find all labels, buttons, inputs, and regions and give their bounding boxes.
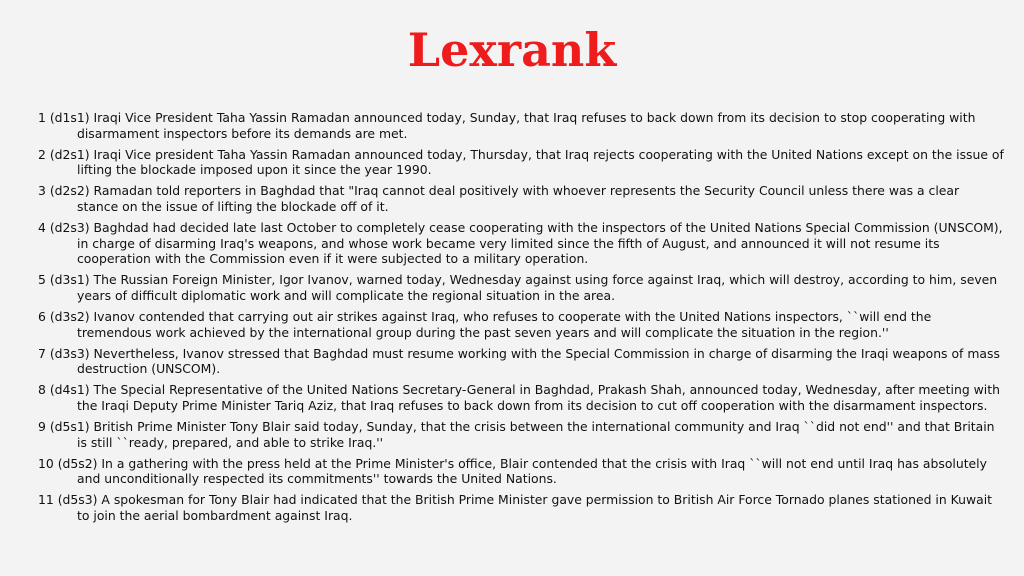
sentence-item: 1 (d1s1) Iraqi Vice President Taha Yassin Ramadan announced today, Sunday, that Iraq refuses to back down from its decision to stop cooperating with disarmament inspectors before its demands are met. (38, 110, 976, 141)
sentence-item: 2 (d2s1) Iraqi Vice president Taha Yassin Ramadan announced today, Thursday, that Iraq rejects cooperating with the United Nations except on the issue of lifting the blockade imposed upon it since the year 1990. (38, 146, 1004, 178)
sentence-item: 9 (d5s1) British Prime Minister Tony Blair said today, Sunday, that the crisis between the international community and Iraq ``did not end'' and that Britain is still ``ready, prepared, and able to strike Iraq.'' (38, 419, 995, 450)
sentence-item: 11 (d5s3) A spokesman for Tony Blair had indicated that the British Prime Minister gave permission to British Air Force Tornado planes stationed in Kuwait to join the aerial bombardment against Iraq. (38, 492, 993, 524)
sentence-item: 3 (d2s2) Ramadan told reporters in Baghdad that "Iraq cannot deal positively with whoever represents the Security Council unless there was a clear stance on the issue of lifting the blockade off of it. (38, 183, 960, 214)
page-title: Lexrank (407, 23, 617, 77)
sentence-item: 10 (d5s2) In a gathering with the press held at the Prime Minister's office, Blair contended that the crisis with Iraq ``will not end until Iraq has absolutely and unconditionally respected its commitments'' towards the United Nations. (38, 455, 987, 487)
sentence-item: 4 (d2s3) Baghdad had decided late last October to completely cease cooperating with the inspectors of the United Nations Special Commission (UNSCOM), in charge of disarming Iraq's weapons, and whose work became very limited since the fifth of August, and announced it will not resume its cooperation with the Commission even if it were subjected to a military operation. (38, 220, 1003, 267)
sentence-item: 6 (d3s2) Ivanov contended that carrying out air strikes against Iraq, who refuses to cooperate with the United Nations inspectors, ``will end the tremendous work achieved by the international group during the past seven years and will complicate the situation in the region.'' (38, 309, 932, 340)
sentence-item: 7 (d3s3) Nevertheless, Ivanov stressed that Baghdad must resume working with the Special Commission in charge of disarming the Iraqi weapons of mass destruction (UNSCOM). (38, 345, 1000, 377)
sentence-item: 5 (d3s1) The Russian Foreign Minister, Igor Ivanov, warned today, Wednesday against using force against Iraq, which will destroy, according to him, seven years of difficult diplomatic work and will complicate the regional situation in the area. (38, 272, 998, 303)
sentence-list (38, 110, 1004, 529)
sentence-item: 8 (d4s1) The Special Representative of the United Nations Secretary-General in Baghdad, Prakash Shah, announced today, Wednesday, after meeting with the Iraqi Deputy Prime Minister Tariq Aziz, that Iraq refuses to back down from its decision to cut off cooperation with the disarmament inspectors. (38, 382, 1000, 413)
